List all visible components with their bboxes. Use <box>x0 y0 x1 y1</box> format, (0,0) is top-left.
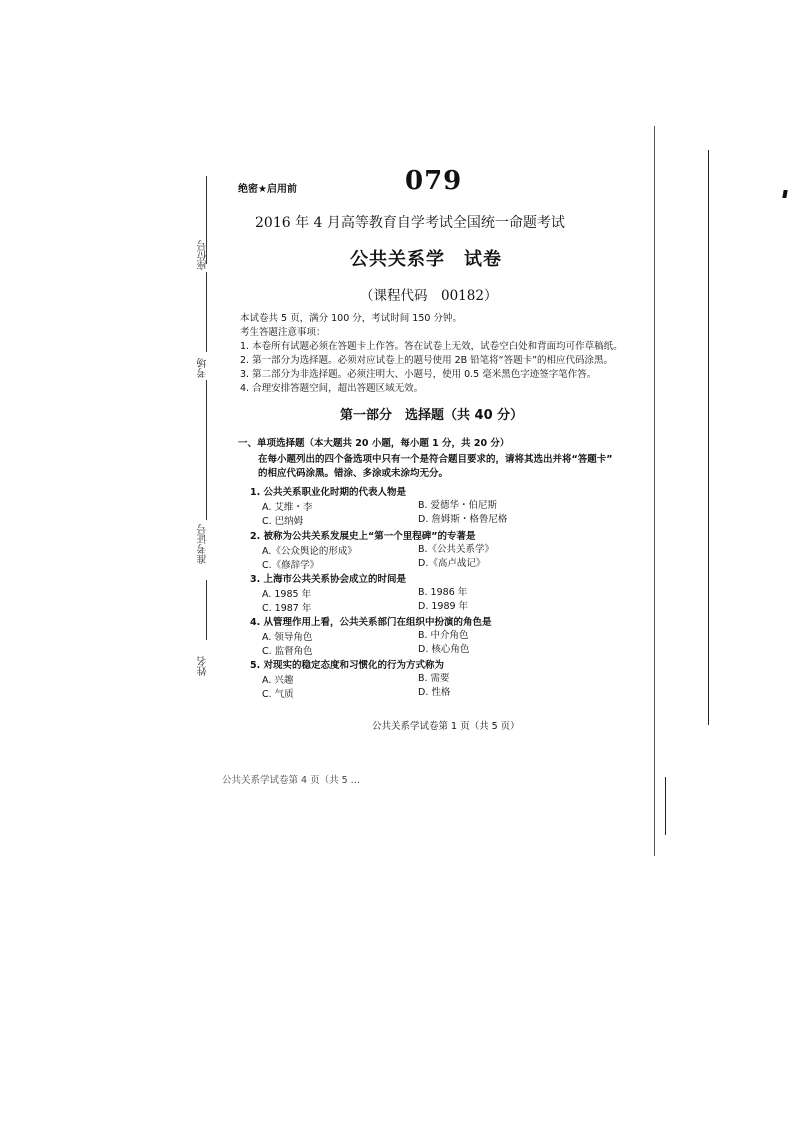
exam-title: 2016 年 4 月高等教育自学考试全国统一命题考试 <box>255 215 565 231</box>
question-stem: 5. 对现实的稳定态度和习惯化的行为方式称为 <box>250 660 445 671</box>
note-item: 2. 第一部分为选择题。必须对应试卷上的题号使用 2B 铅笔将“答题卡”的相应代码涂黑。 <box>240 355 614 366</box>
option-b: B. 需要 <box>418 673 450 684</box>
section-title: 一、单项选择题（本大题共 20 小题，每小题 1 分，共 20 分） <box>238 438 510 449</box>
question-stem: 3. 上海市公共关系协会成立的时间是 <box>250 574 407 585</box>
note-item: 3. 第二部分为非选择题。必须注明大、小题号，使用 0.5 毫米黑色字迹签字笔作答。 <box>240 369 597 380</box>
option-c: C. 1987 年 <box>262 603 312 614</box>
part-heading: 第一部分 选择题（共 40 分） <box>340 408 524 423</box>
binding-line-venue <box>206 272 207 352</box>
option-c: C. 监督角色 <box>262 646 313 657</box>
side-label-venue: 考场 <box>198 358 209 378</box>
section-description: 的相应代码涂黑。错涂、多涂或未涂均无分。 <box>258 468 449 479</box>
scan-mark <box>782 190 787 198</box>
side-label-seat: 座位号 <box>198 240 209 270</box>
paper-number: 079 <box>405 166 463 196</box>
option-b: B. 1986 年 <box>418 587 468 598</box>
question-stem: 2. 被称为公共关系发展史上“第一个里程碑”的专著是 <box>250 531 476 542</box>
option-a: A. 1985 年 <box>262 589 312 600</box>
option-b: B.《公共关系学》 <box>418 544 495 555</box>
note-item: 4. 合理安排答题空间，超出答题区域无效。 <box>240 383 424 394</box>
option-a: A. 领导角色 <box>262 632 313 643</box>
option-a: A. 兴趣 <box>262 675 294 686</box>
option-d: D. 核心角色 <box>418 644 470 655</box>
binding-line-name <box>206 580 207 640</box>
side-label-name: 姓名 <box>198 656 209 676</box>
option-c: C. 巴纳姆 <box>262 516 304 527</box>
bleed-through-text: 公共关系学试卷第 4 页（共 5 … <box>222 775 361 786</box>
option-a: A. 艾维・李 <box>262 502 313 513</box>
scan-edge-far-right-line <box>654 126 655 856</box>
page-footer: 公共关系学试卷第 1 页（共 5 页） <box>372 721 520 732</box>
question-stem: 4. 从管理作用上看，公共关系部门在组织中扮演的角色是 <box>250 617 492 628</box>
note-item: 1. 本卷所有试题必须在答题卡上作答。答在试卷上无效，试卷空白处和背面均可作草稿纸。 <box>240 341 623 352</box>
scan-edge-left-line <box>708 150 709 725</box>
paper-summary: 本试卷共 5 页，满分 100 分，考试时间 150 分钟。 <box>240 313 462 324</box>
option-c: C. 气质 <box>262 689 294 700</box>
option-d: D. 詹姆斯・格鲁尼格 <box>418 514 508 525</box>
option-b: B. 中介角色 <box>418 630 469 641</box>
option-d: D. 1989 年 <box>418 601 469 612</box>
notes-title: 考生答题注意事项： <box>240 327 326 338</box>
section-description: 在每小题列出的四个备选项中只有一个是符合题目要求的，请将其选出并将“答题卡” <box>258 454 613 465</box>
question-stem: 1. 公共关系职业化时期的代表人物是 <box>250 487 407 498</box>
option-c: C.《修辞学》 <box>262 560 320 571</box>
course-code: （课程代码 00182） <box>360 288 498 304</box>
option-b: B. 爱德华・伯尼斯 <box>418 500 498 511</box>
side-label-admission: 准考证号 <box>198 524 209 564</box>
option-a: A.《公众舆论的形成》 <box>262 546 357 557</box>
option-d: D. 性格 <box>418 687 451 698</box>
paper-title: 公共关系学 试卷 <box>350 249 502 270</box>
binding-line-admission <box>206 380 207 520</box>
scan-edge-right-line <box>665 777 666 835</box>
option-d: D.《高卢战记》 <box>418 558 486 569</box>
confidential-label: 绝密★启用前 <box>238 184 297 195</box>
